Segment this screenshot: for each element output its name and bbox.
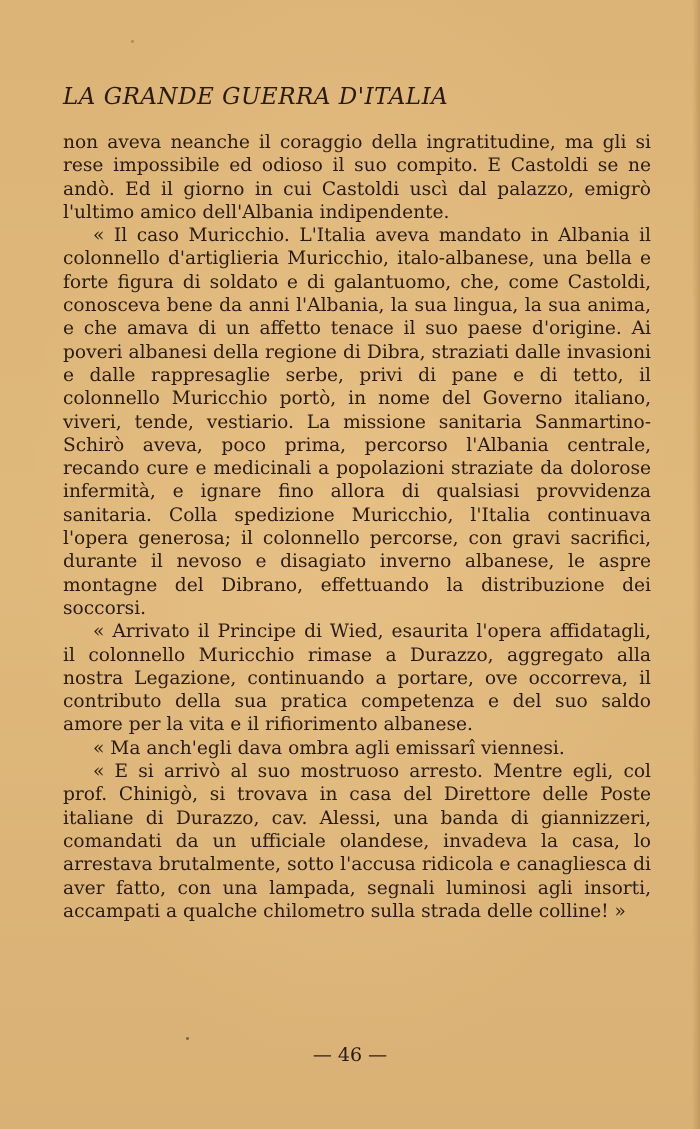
paper-speck — [131, 40, 134, 43]
paragraph-caso-muricchio: « Il caso Muricchio. L'Italia aveva mandato in Albania il colonnello d'artiglieria Muricchio, italo-albanese, una bella e forte figura di soldato e di galantuomo, che, come Castoldi, conosceva bene da anni l'Albania, la sua lingua, la sua anima, e che amava di un affetto tenace il suo paese d'origine. Ai poveri albanesi della regione di Dibra, straziati dalle invasioni e dalle rappresaglie serbe, privi di pane e di tetto, il colonnello Muricchio portò, in nome del Governo italiano, viveri, tende, vestiario. La missione sanitaria Sanmartino-Schirò aveva, poco prima, percorso l'Albania centrale, recando cure e medicinali a popolazioni straziate da dolorose infermità, e ignare fino allora di qualsiasi provvidenza sanitaria. Colla spedizione Muricchio, l'Italia continuava l'opera generosa; il colonnello percorse, con gravi sacrifici, durante il nevoso e disagiato inverno albanese, le aspre montagne del Dibrano, effettuando la distribuzione dei soccorsi. — [63, 225, 651, 619]
body-text — [63, 131, 651, 923]
page-number: — 46 — — [312, 1044, 388, 1066]
paper-speck — [186, 1037, 189, 1040]
running-header: LA GRANDE GUERRA D'ITALIA — [63, 84, 449, 110]
paragraph-principe-di-wied: « Arrivato il Principe di Wied, esaurita l'opera affidatagli, il colonnello Muricchio rimase a Durazzo, aggregato alla nostra Legazione, continuando a portare, ove occorreva, il contributo della sua pratica competenza e del suo saldo amore per la vita e il rifiorimento albanese. — [63, 621, 651, 736]
paragraph-emissari-viennesi: « Ma anch'egli dava ombra agli emissarî viennesi. — [93, 737, 565, 759]
paragraph-continuation: non aveva neanche il coraggio della ingratitudine, ma gli si rese impossibile ed odioso il suo compito. E Castoldi se ne andò. Ed il giorno in cui Castoldi uscì dal palazzo, emigrò l'ultimo amico dell'Albania indipendente. — [63, 132, 651, 223]
paragraph-arresto: « E si arrivò al suo mostruoso arresto. Mentre egli, col prof. Chinigò, si trovava in casa del Direttore delle Poste italiane di Durazzo, cav. Alessi, una banda di giannizzeri, comandati da un ufficiale olandese, invadeva la casa, lo arrestava brutalmente, sotto l'accusa ridicola e canagliesca di aver fatto, con una lampada, segnali luminosi agli insorti, accampati a qualche chilometro sulla strada delle colline! » — [63, 761, 651, 922]
page-edge-shadow — [692, 0, 700, 1129]
